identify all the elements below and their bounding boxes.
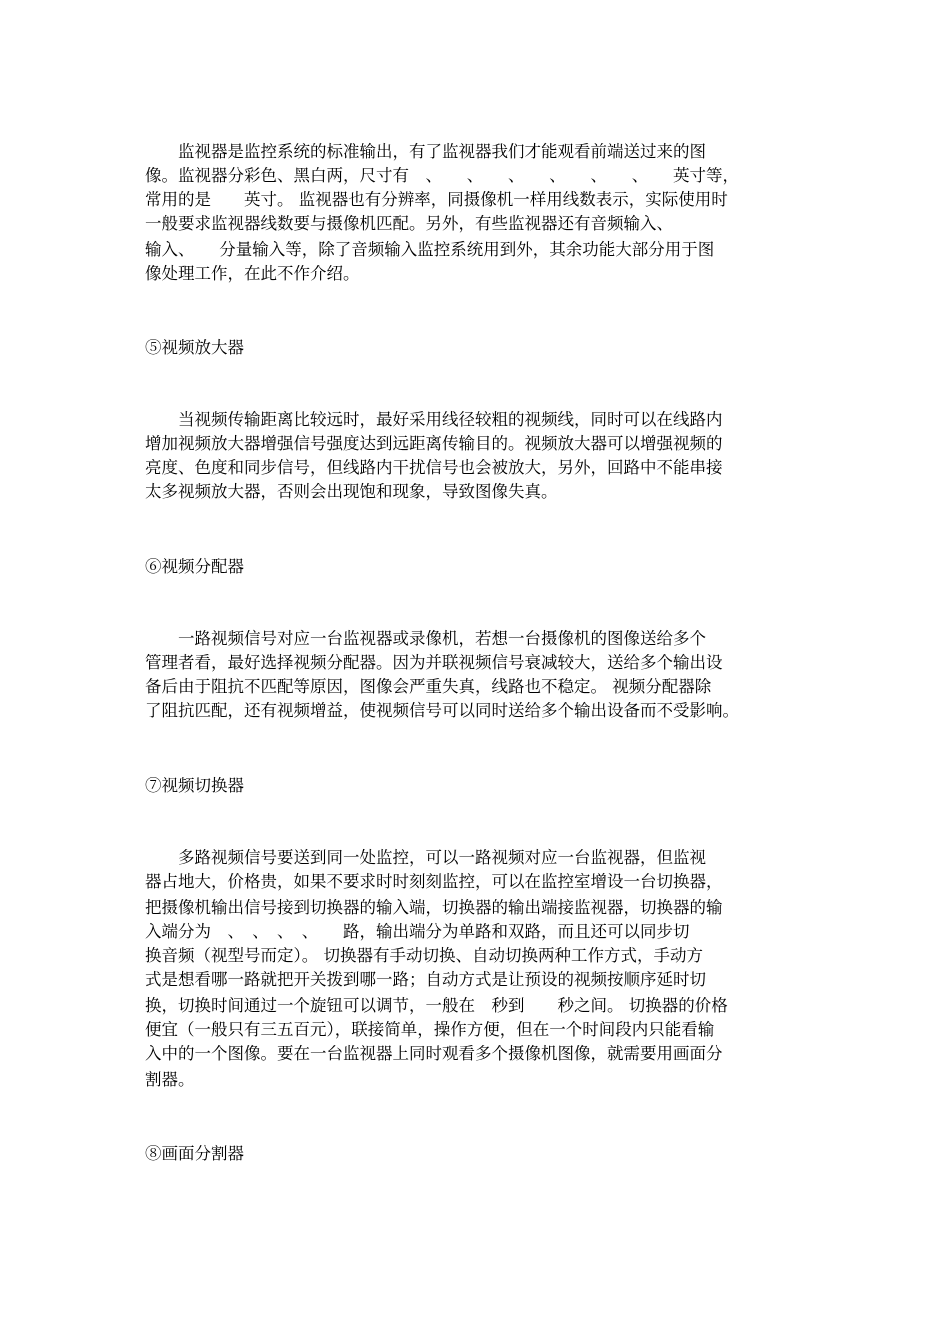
switcher-line-6: 式是想看哪一路就把开关拨到哪一路；自动方式是让预设的视频按顺序延时切 (145, 970, 706, 989)
amplifier-line-1: 当视频传输距离比较远时，最好采用线径较粗的视频线，同时可以在线路内 (145, 410, 723, 429)
monitor-line-1: 监视器是监控系统的标准输出，有了监视器我们才能观看前端送过来的图 (145, 142, 706, 161)
amplifier-line-4: 太多视频放大器，否则会出现饱和现象，导致图像失真。 (145, 482, 558, 501)
distributor-line-3: 备后由于阻抗不匹配等原因，图像会严重失真，线路也不稳定。 视频分配器除 (145, 677, 712, 696)
monitor-line-6: 像处理工作，在此不作介绍。 (145, 264, 360, 283)
amplifier-line-3: 亮度、色度和同步信号，但线路内干扰信号也会被放大，另外，回路中不能串接 (145, 458, 723, 477)
switcher-line-8: 便宜（一般只有三五百元），联接简单，操作方便，但在一个时间段内只能看输 (145, 1020, 715, 1039)
monitor-line-2: 像。监视器分彩色、黑白两，尺寸有 、 、 、 、 、 、 英寸等， (145, 166, 739, 185)
switcher-line-10: 割器。 (145, 1070, 195, 1089)
switcher-line-3: 把摄像机输出信号接到切换器的输入端，切换器的输出端接监视器，切换器的输 (145, 898, 723, 917)
amplifier-line-2: 增加视频放大器增强信号强度达到远距离传输目的。视频放大器可以增强视频的 (145, 434, 723, 453)
section-heading-distributor: ⑥视频分配器 (145, 557, 244, 576)
switcher-line-7: 换，切换时间通过一个旋钮可以调节，一般在 秒到 秒之间。 切换器的价格 (145, 996, 728, 1015)
switcher-line-1: 多路视频信号要送到同一处监控，可以一路视频对应一台监视器，但监视 (145, 848, 706, 867)
monitor-line-3: 常用的是 英寸。 监视器也有分辨率，同摄像机一样用线数表示，实际使用时 (145, 190, 728, 209)
section-heading-switcher: ⑦视频切换器 (145, 776, 244, 795)
switcher-line-2: 器占地大，价格贵，如果不要求时时刻刻监控，可以在监控室增设一台切换器， (145, 872, 723, 891)
distributor-line-2: 管理者看，最好选择视频分配器。因为并联视频信号衰减较大，送给多个输出设 (145, 653, 723, 672)
distributor-line-4: 了阻抗匹配，还有视频增益，使视频信号可以同时送给多个输出设备而不受影响。 (145, 701, 739, 720)
switcher-line-9: 入中的一个图像。要在一台监视器上同时观看多个摄像机图像，就需要用画面分 (145, 1044, 723, 1063)
section-heading-splitter: ⑧画面分割器 (145, 1144, 244, 1163)
monitor-line-5: 输入、 分量输入等，除了音频输入监控系统用到外，其余功能大部分用于图 (145, 240, 715, 259)
monitor-line-4: 一般要求监视器线数要与摄像机匹配。另外，有些监视器还有音频输入、 (145, 214, 673, 233)
section-heading-amplifier: ⑤视频放大器 (145, 338, 244, 357)
switcher-line-5: 换音频（视型号而定）。 切换器有手动切换、自动切换两种工作方式，手动方 (145, 946, 703, 965)
distributor-line-1: 一路视频信号对应一台监视器或录像机，若想一台摄像机的图像送给多个 (145, 629, 706, 648)
switcher-line-4: 入端分为 、 、 、 、 路，输出端分为单路和双路，而且还可以同步切 (145, 922, 690, 941)
